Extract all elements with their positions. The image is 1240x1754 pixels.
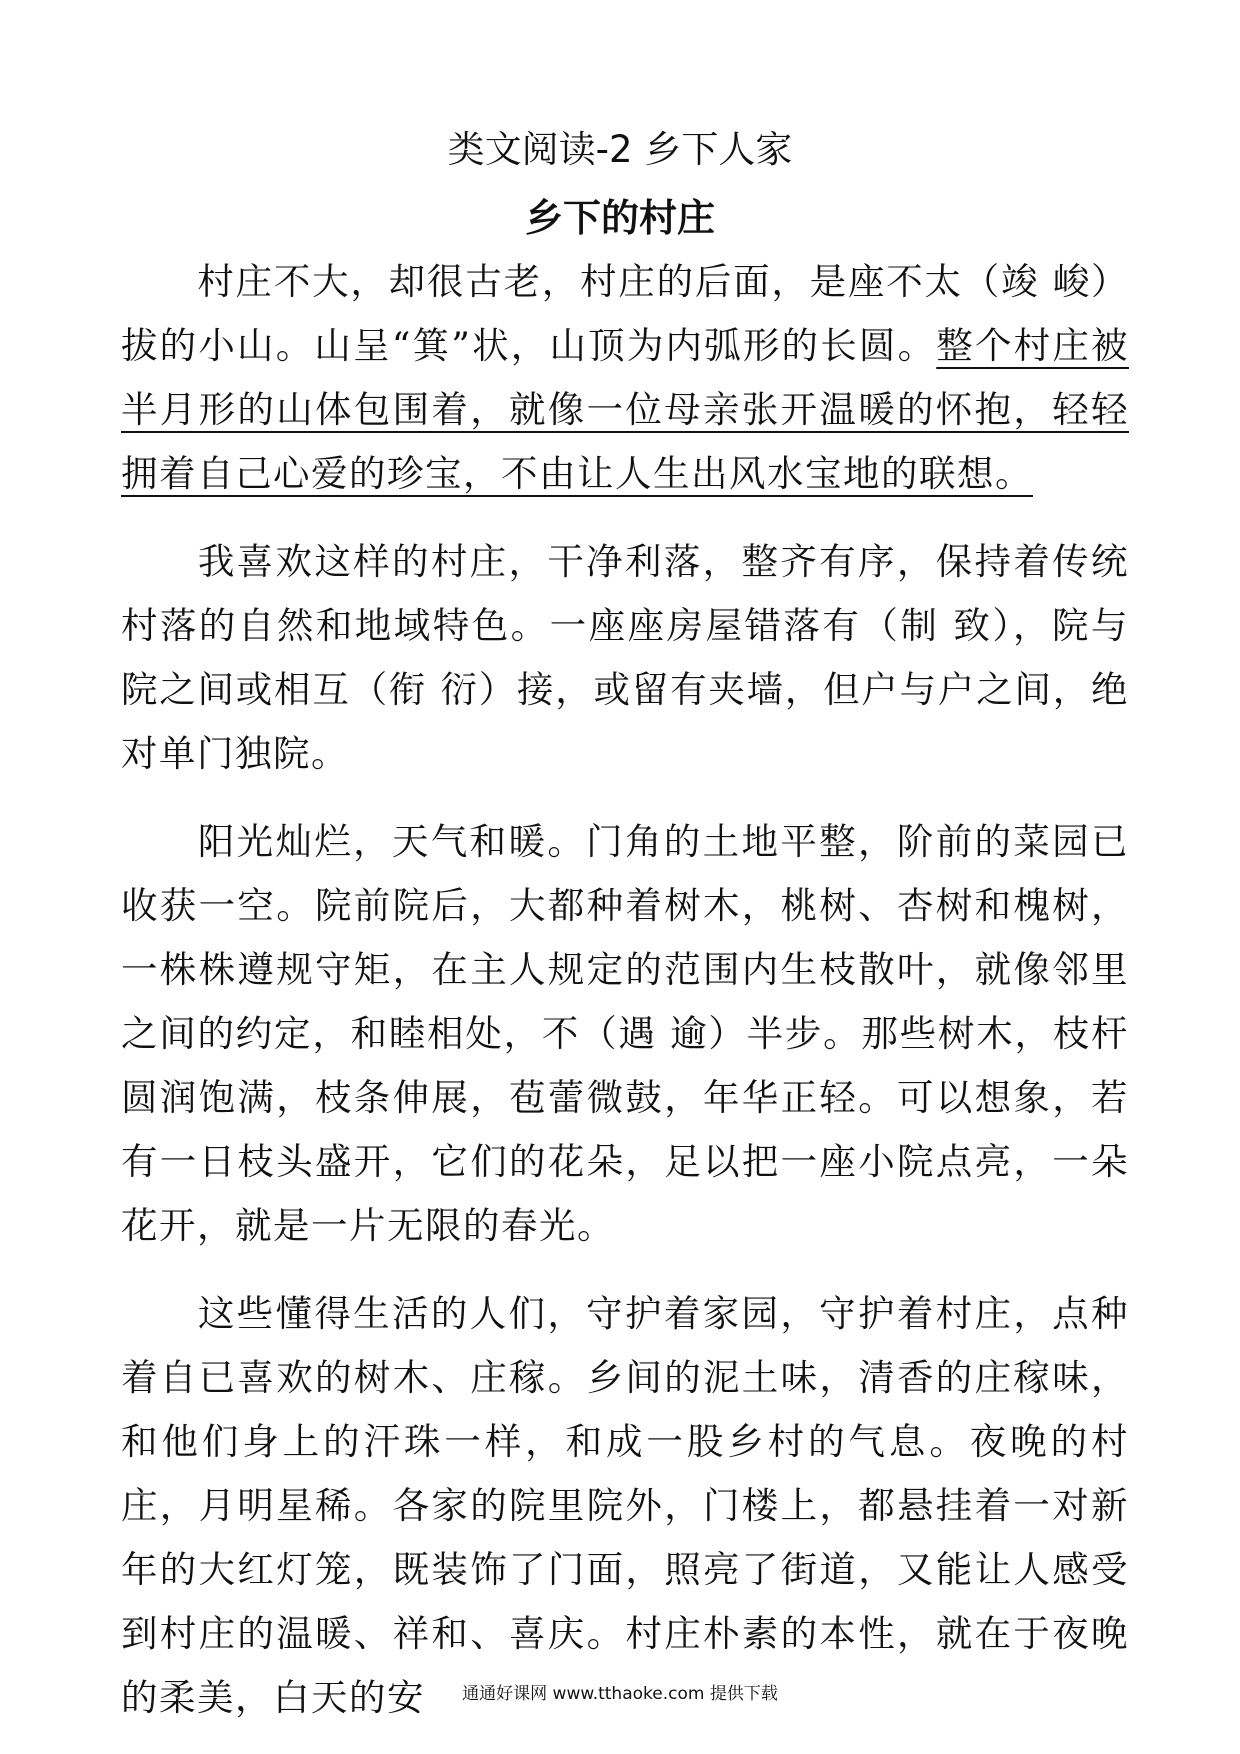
paragraph-1: [121, 250, 1129, 506]
article-title: 乡下的村庄: [524, 196, 715, 240]
paragraph-text: 这些懂得生活的人们，守护着家园，守护着村庄，点种着自已喜欢的树木、庄稼。乡间的泥土味，清香的庄稼味，和他们身上的汗珠一样，和成一股乡村的气息。夜晚的村庄，月明星稀。各家的院里院外，门楼上，都悬挂着一对新年的大红灯笼，既装饰了门面，照亮了街道，又能让人感受到村庄的温暖、祥和、喜庆。村庄朴素的本性，就在于夜晚的柔美，白天的安: [121, 1292, 1129, 1719]
paragraph-text: 我喜欢这样的村庄，干净利落，整齐有序，保持着传统村落的自然和地域特色。一座座房屋错落有（制 致），院与院之间或相互（衔 衍）接，或留有夹墙，但户与户之间，绝对单门独院。: [121, 540, 1129, 775]
footer-source: 通通好课网 www.tthaoke.com 提供下载: [462, 1684, 778, 1704]
underlined-sentence: 整个村庄被半月形的山体包围着，就像一位母亲张开温暖的怀抱，轻轻拥着自己心爱的珍宝，不由让人生出风水宝地的联想。: [121, 324, 1129, 495]
paragraph-2: [121, 530, 1129, 786]
paragraph-text: 村庄不大，却很古老，村庄的后面，是座不太（竣 峻）拔的小山。山呈“箕”状，山顶为内弧形的长圆。: [121, 260, 1129, 367]
document-title: 类文阅读-2 乡下人家: [447, 128, 793, 171]
paragraph-3: [121, 810, 1129, 1258]
paragraph-4: [121, 1282, 1129, 1730]
article-body: [121, 250, 1129, 1730]
paragraph-text: 阳光灿烂，天气和暖。门角的土地平整，阶前的菜园已收获一空。院前院后，大都种着树木，桃树、杏树和槐树，一株株遵规守矩，在主人规定的范围内生枝散叶，就像邻里之间的约定，和睦相处，不（遇 逾）半步。那些树木，枝杆圆润饱满，枝条伸展，苞蕾微鼓，年华正轻。可以想象，若有一日枝头盛开，它们的花朵，足以把一座小院点亮，一朵花开，就是一片无限的春光。: [121, 820, 1129, 1247]
